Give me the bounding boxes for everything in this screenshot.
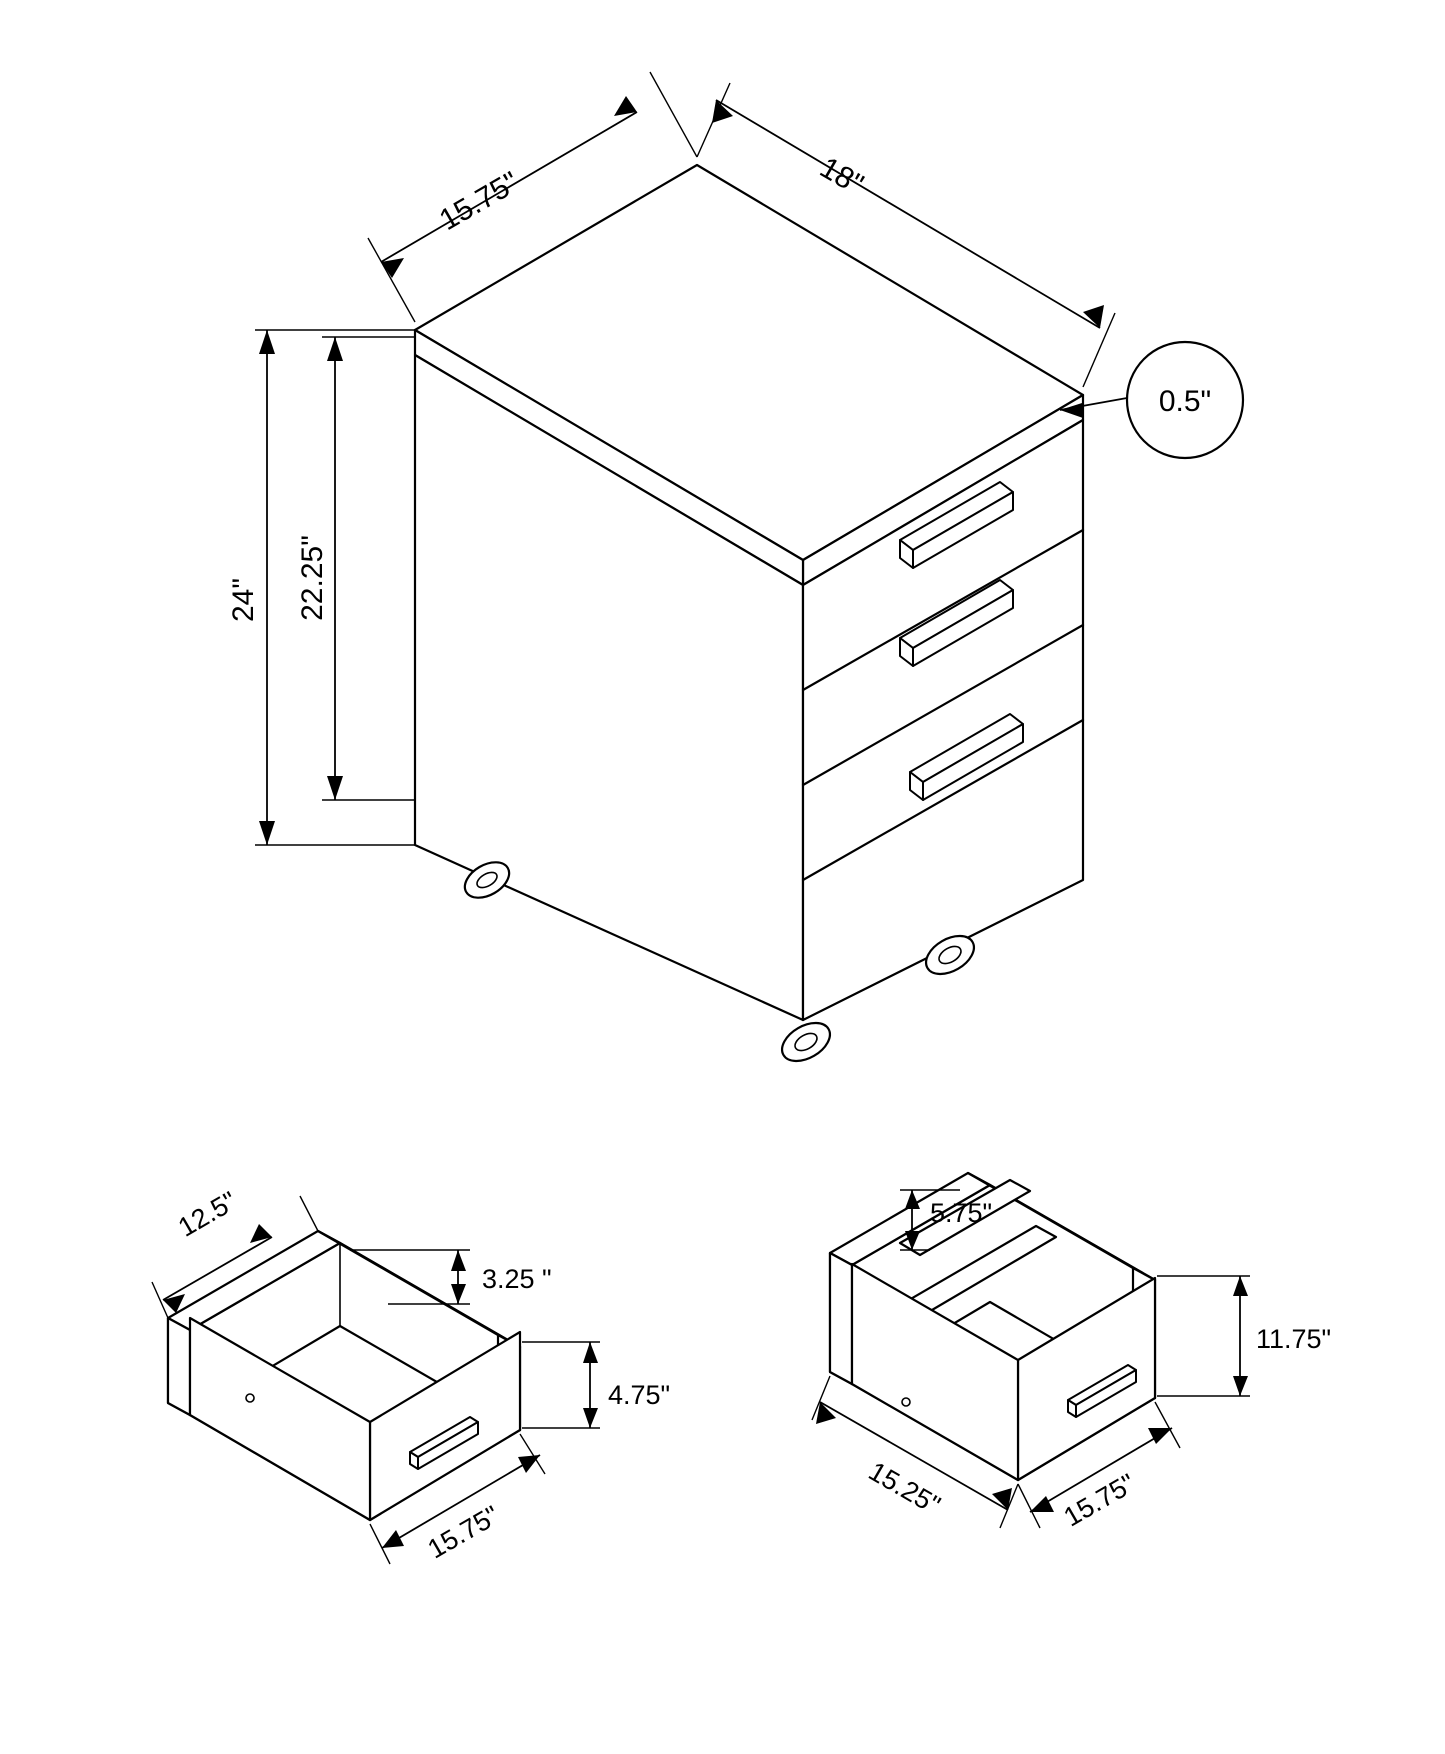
small-drawer-view xyxy=(152,1186,670,1565)
dim-body-height xyxy=(296,337,415,800)
dim-label-file-front-width: 15.75" xyxy=(1058,1467,1141,1533)
dim-label-small-front-height: 4.75" xyxy=(608,1380,671,1410)
dim-label-small-interior-height: 3.25 " xyxy=(482,1264,552,1294)
dim-label-depth-top: 15.75" xyxy=(433,165,525,238)
dim-label-thickness: 0.5" xyxy=(1158,385,1212,418)
dim-small-front-height xyxy=(522,1342,670,1428)
dim-label-total-height: 24" xyxy=(227,577,260,623)
main-cabinet-view xyxy=(227,72,1243,1069)
dim-file-front-height xyxy=(1157,1276,1331,1396)
caster-front-left xyxy=(775,1015,836,1069)
dim-label-small-front-width: 15.75" xyxy=(422,1499,505,1565)
dim-label-file-interior-width: 15.25" xyxy=(863,1455,946,1521)
dim-label-body-height: 22.25" xyxy=(296,535,329,621)
dim-label-file-front-height: 11.75" xyxy=(1256,1324,1332,1354)
dim-thickness-callout xyxy=(1060,342,1243,458)
dim-label-file-interior-height: 5.75" xyxy=(930,1198,993,1228)
file-drawer-left-wall-inner xyxy=(830,1253,852,1384)
small-drawer-back-wall-outer xyxy=(168,1318,190,1415)
dim-label-width-top: 18" xyxy=(814,150,869,202)
dim-label-small-interior-depth: 12.5" xyxy=(173,1185,242,1243)
file-drawer-view xyxy=(812,1173,1331,1532)
